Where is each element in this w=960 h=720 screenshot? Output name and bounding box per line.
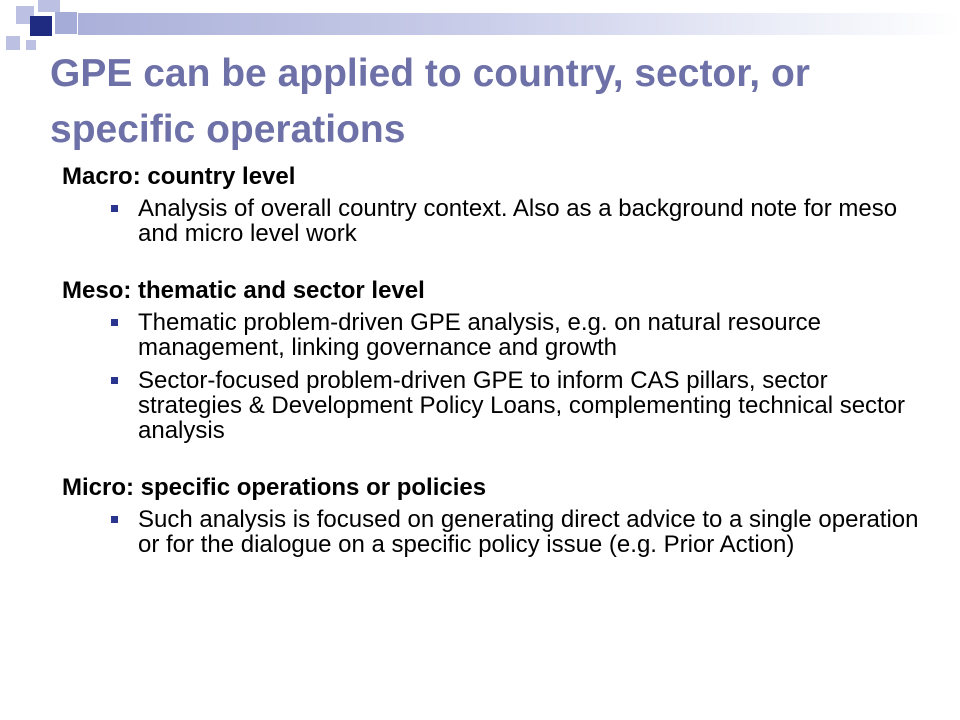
bullet-text: Thematic problem-driven GPE analysis, e.g. on natural resource management, linking governance and growth [138,309,821,361]
bullet-list [62,196,922,246]
corner-square-decoration [38,0,60,12]
corner-square-decoration [30,16,52,36]
content-section [62,473,922,557]
content-section [62,162,922,246]
bullet-item [62,196,922,246]
square-bullet-icon [111,516,118,523]
section-heading: Micro: specific operations or policies [62,474,487,501]
slide-title: GPE can be applied to country, sector, or specific operations [50,52,810,151]
square-bullet-icon [111,319,118,326]
bullet-text: Sector-focused problem-driven GPE to inform CAS pillars, sector strategies & Development Policy Loans, complementing technical sector analysis [138,367,906,444]
bullet-list [62,507,922,557]
section-heading: Meso: thematic and sector level [62,277,425,304]
header-gradient-bar [78,13,960,35]
corner-square-decoration [6,36,20,50]
content-section [62,276,922,443]
bullet-item [62,507,922,557]
square-bullet-icon [111,205,118,212]
square-bullet-icon [111,377,118,384]
corner-square-decoration [55,12,77,34]
bullet-item [62,310,922,360]
slide-content [62,158,922,565]
bullet-text: Such analysis is focused on generating direct advice to a single operation or for the dialogue on a specific policy issue (e.g. Prior Action) [138,506,919,558]
section-heading: Macro: country level [62,163,296,190]
bullet-text: Analysis of overall country context. Also as a background note for meso and micro level work [138,195,898,247]
bullet-list [62,310,922,443]
corner-square-decoration [26,40,36,50]
bullet-item [62,368,922,443]
